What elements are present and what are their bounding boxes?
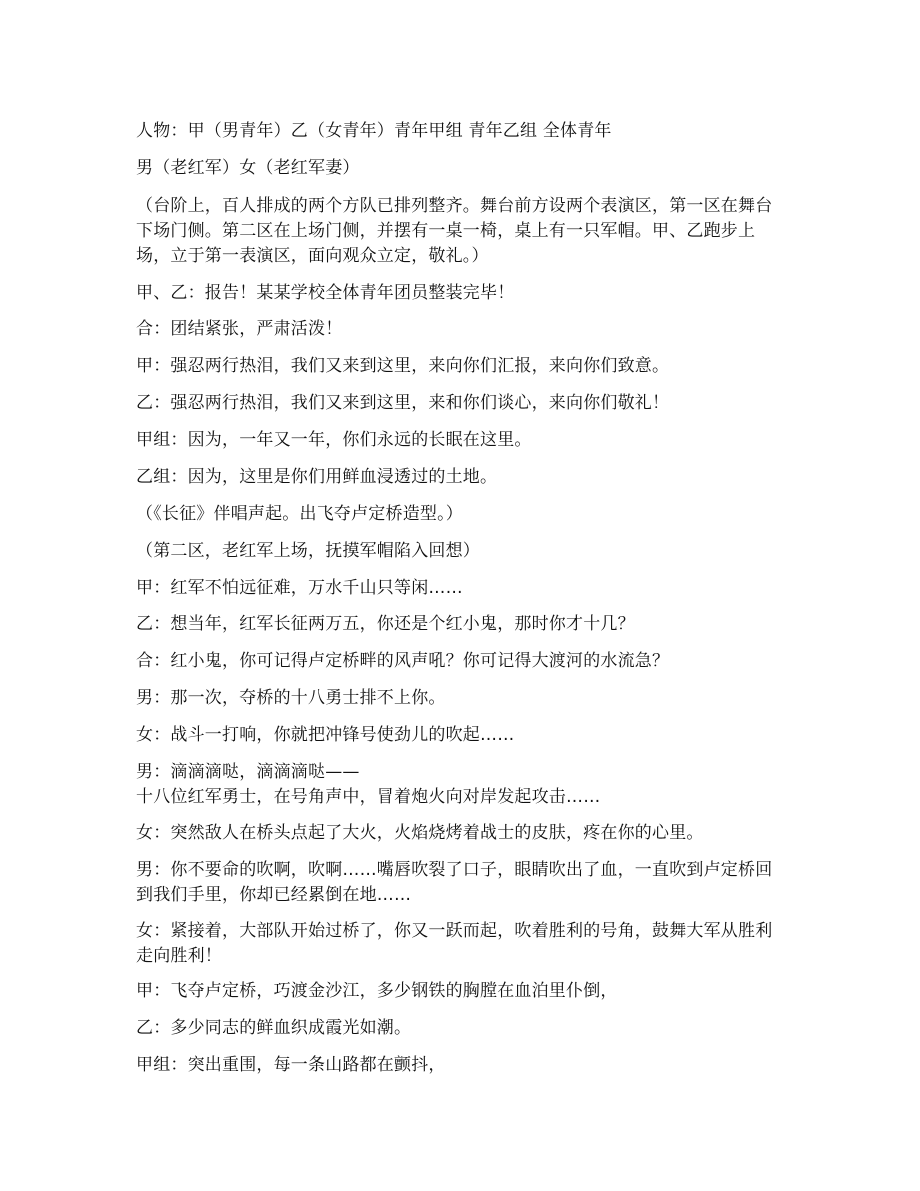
dialogue-line: 合：红小鬼，你可记得卢定桥畔的风声吼？你可记得大渡河的水流急？ — [136, 651, 670, 671]
dialogue-line: 甲：飞夺卢定桥，巧渡金沙江，多少钢铁的胸膛在血泊里仆倒， — [136, 981, 618, 1001]
cast-list-line-2: 男（老红军）女（老红军妻） — [136, 158, 360, 178]
dialogue-line: 甲：红军不怕远征难，万水千山只等闲…… — [136, 578, 463, 598]
dialogue-line: 乙：想当年，红军长征两万五，你还是个红小鬼，那时你才十几？ — [136, 614, 635, 634]
dialogue-line: 甲组：因为，一年又一年，你们永远的长眠在这里。 — [136, 430, 532, 450]
stage-direction-opening: （台阶上，百人排成的两个方队已排列整齐。舞台前方设两个表演区，第一区在舞台下场门侧。第二区在上场门侧，并摆有一桌一椅，桌上有一只军帽。甲、乙跑步上场，立于第一表演区，面向观众立定，敬礼。） — [136, 196, 773, 266]
cast-list-line-1: 人物：甲（男青年）乙（女青年）青年甲组 青年乙组 全体青年 — [136, 121, 612, 141]
dialogue-line: 乙组：因为，这里是你们用鲜血浸透过的土地。 — [136, 467, 498, 487]
dialogue-line: 乙：强忍两行热泪，我们又来到这里，来和你们谈心，来向你们敬礼！ — [136, 393, 670, 413]
dialogue-line: 甲组：突出重围，每一条山路都在颤抖， — [136, 1055, 446, 1075]
dialogue-line: 男：那一次，夺桥的十八勇士排不上你。 — [136, 688, 446, 708]
dialogue-line: 甲、乙：报告！某某学校全体青年团员整装完毕！ — [136, 283, 515, 303]
stage-direction: （《长征》伴唱声起。出飞夺卢定桥造型。） — [136, 504, 463, 524]
dialogue-line: 女：突然敌人在桥头点起了大火，火焰烧烤着战士的皮肤，疼在你的心里。 — [136, 823, 704, 843]
dialogue-line: 男：滴滴滴哒，滴滴滴哒—— 十八位红军勇士，在号角声中，冒着炮火向对岸发起攻击…… — [136, 762, 601, 807]
dialogue-line: 女：紧接着，大部队开始过桥了，你又一跃而起，吹着胜利的号角，鼓舞大军从胜利走向胜利！ — [136, 921, 773, 966]
stage-direction: （第二区，老红军上场，抚摸军帽陷入回想） — [136, 541, 480, 561]
dialogue-line: 乙：多少同志的鲜血织成霞光如潮。 — [136, 1018, 412, 1038]
dialogue-line: 合：团结紧张，严肃活泼！ — [136, 319, 343, 339]
dialogue-line: 男：你不要命的吹啊，吹啊……嘴唇吹裂了口子，眼睛吹出了血，一直吹到卢定桥回到我们手里，你却已经累倒在地…… — [136, 860, 773, 905]
dialogue-line: 女：战斗一打响，你就把冲锋号使劲儿的吹起…… — [136, 725, 515, 745]
dialogue-line: 甲：强忍两行热泪，我们又来到这里，来向你们汇报，来向你们致意。 — [136, 356, 670, 376]
